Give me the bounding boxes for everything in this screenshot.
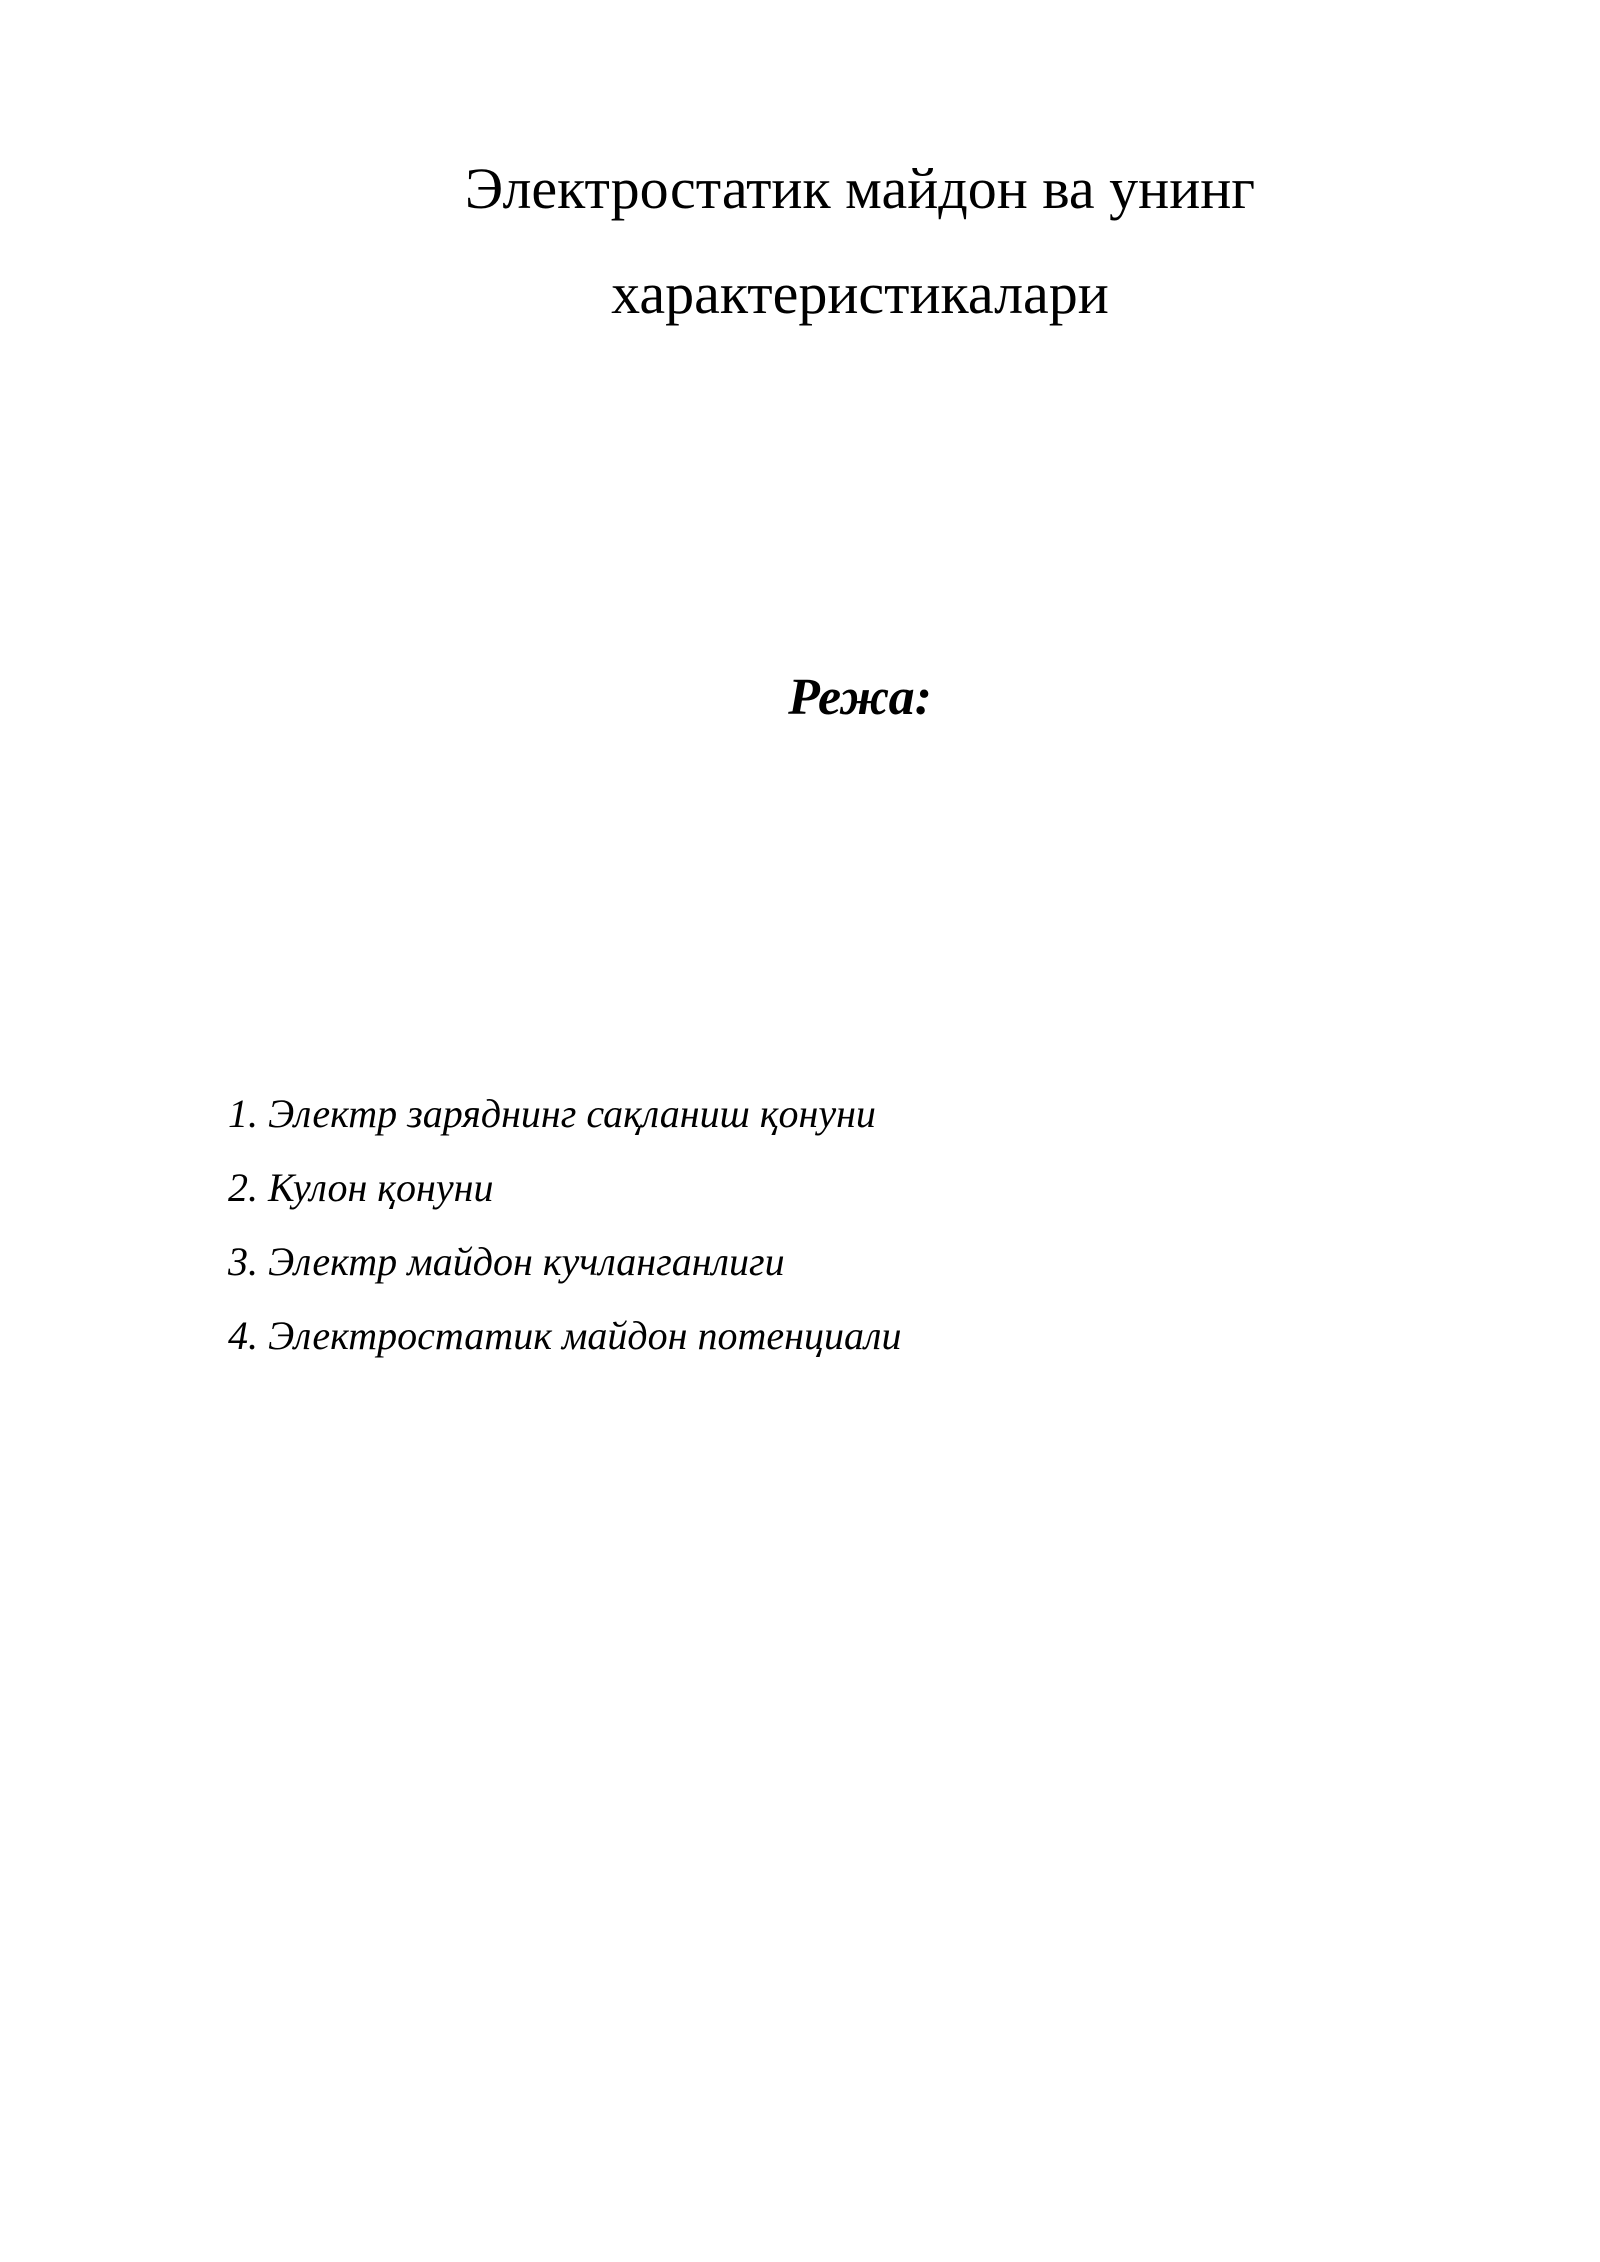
plan-item-3 (228, 1239, 901, 1316)
plan-item-2 (228, 1165, 901, 1242)
plan-list (228, 1091, 902, 1390)
plan-item-text: Кулон қонуни (268, 1165, 494, 1210)
plan-item-number: 4. (228, 1313, 258, 1358)
plan-item-4 (228, 1313, 902, 1390)
plan-item-number: 1. (228, 1091, 258, 1136)
plan-item-number: 3. (228, 1239, 258, 1284)
plan-item-number: 2. (228, 1165, 258, 1210)
plan-item-text: Электр заряднинг сақланиш қонуни (268, 1091, 876, 1136)
document-title-line-2: характеристикалари (611, 261, 1109, 326)
plan-heading: Режа: (788, 669, 932, 726)
plan-item-text: Электр майдон кучланганлиги (268, 1239, 785, 1284)
document-title-line-1: Электростатик майдон ва унинг (464, 156, 1256, 221)
plan-item-1 (228, 1091, 901, 1168)
plan-item-text: Электростатик майдон потенциали (268, 1313, 902, 1358)
